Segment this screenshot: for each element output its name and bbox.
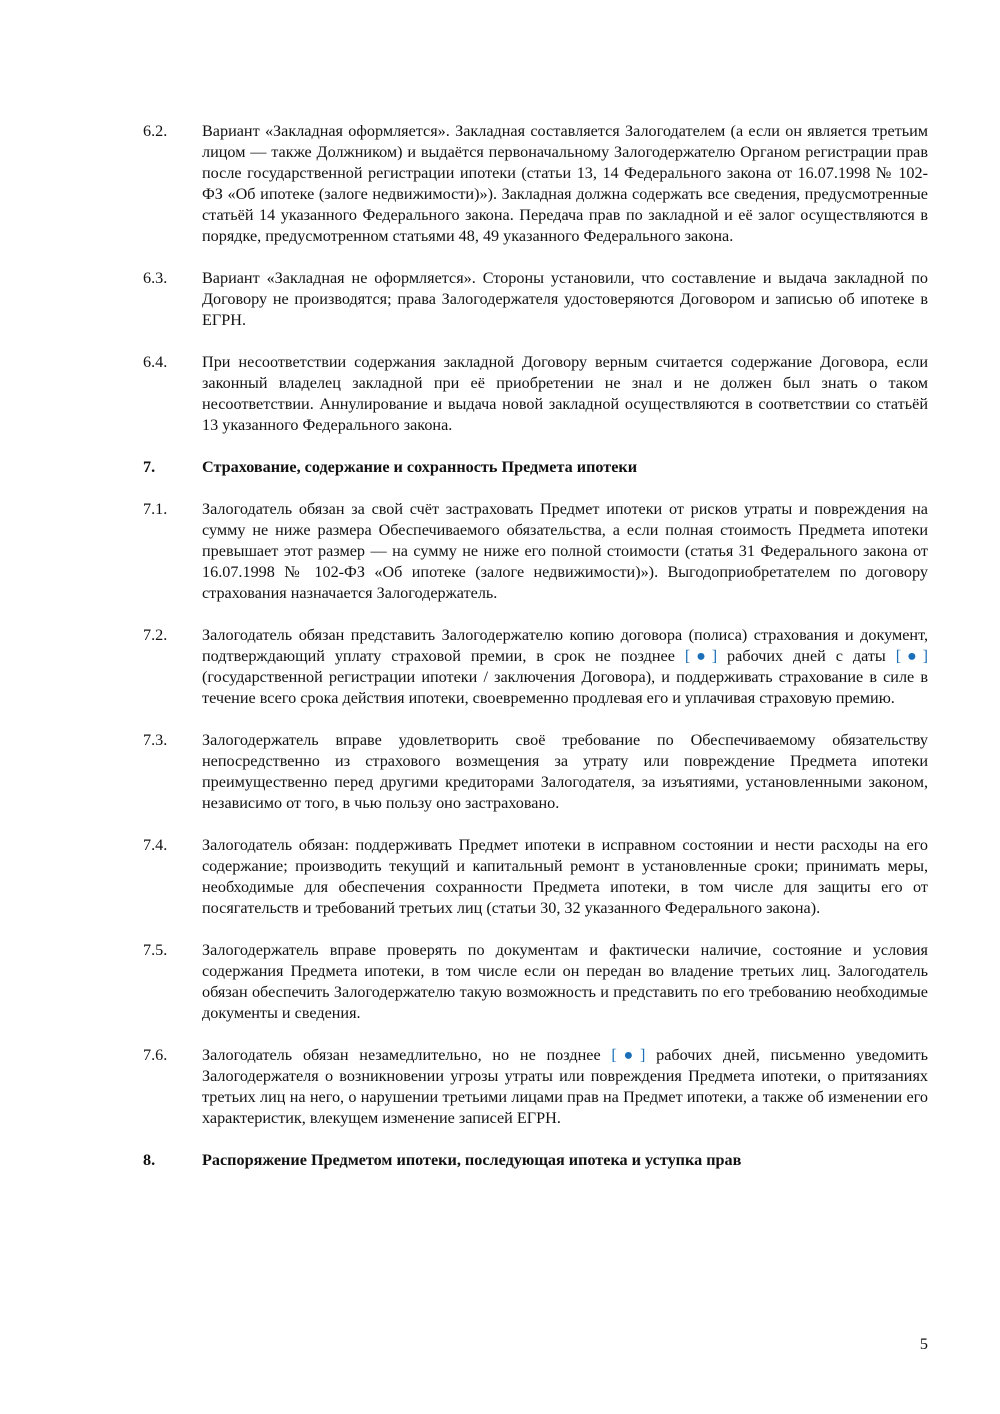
clause-number: 7.3. — [143, 731, 168, 749]
text-run: рабочих дней с даты — [717, 647, 896, 665]
placeholder-mark: [●] — [611, 1046, 646, 1064]
clause-text — [202, 730, 928, 814]
section-heading-text — [202, 1150, 928, 1171]
text-run: Залогодержатель вправе проверять по документам и фактически наличие, состояние и условия содержания Предмета ипотеки, в том числе если он передан во владение третьих лиц. Залогодатель обязан обеспечить Залогодержателю такую возможность и представить по его требованию необходимые документы и сведения. — [202, 941, 928, 1022]
clause-number: 7.5. — [143, 941, 168, 959]
clause-text — [202, 268, 928, 331]
clause-number: 6.4. — [143, 353, 168, 371]
clause-number: 6.2. — [143, 122, 168, 140]
placeholder-mark: [●] — [684, 647, 718, 665]
text-run: Залогодатель обязан представить Залогодержателю копию договора (полиса) страхования и документ, подтверждающий уплату страховой премии, в срок не позднее — [202, 626, 928, 665]
text-run: Распоряжение Предметом ипотеки, последующая ипотека и уступка прав — [202, 1151, 742, 1169]
clause-text — [202, 121, 928, 247]
text-run: При несоответствии содержания закладной Договору верным считается содержание Договора, если законный владелец закладной при её приобретении не знал и не должен был знать о таком несоответствии. Аннулирование и выдача новой закладной осуществляются в соответствии со статьёй 13 указанного Федерального закона. — [202, 353, 928, 434]
clause — [143, 940, 928, 1024]
clause — [143, 121, 928, 247]
clause — [143, 1045, 928, 1129]
section-heading — [143, 457, 928, 478]
clause-number: 6.3. — [143, 269, 168, 287]
text-run: Залогодатель обязан: поддерживать Предмет ипотеки в исправном состоянии и нести расходы на его содержание; производить текущий и капитальный ремонт в установленные сроки; принимать меры, необходимые для обеспечения сохранности Предмета ипотеки, в том числе для защиты его от посягательств и требований третьих лиц (статьи 30, 32 указанного Федерального закона). — [202, 836, 928, 917]
text-run: Вариант «Закладная не оформляется». Стороны установили, что составление и выдача закладной по Договору не производятся; права Залогодержателя удостоверяются Договором и записью об ипотеке в ЕГРН. — [202, 269, 928, 329]
clause-text — [202, 625, 928, 709]
clause-text — [202, 499, 928, 604]
text-run: рабочих дней, письменно уведомить Залогодержателя о возникновении угрозы утраты или повреждения Предмета ипотеки, о притязаниях третьих лиц на него, о нарушении третьими лицами прав на Предмет ипотеки, а также об изменении его характеристик, влекущем изменение записей ЕГРН. — [202, 1046, 928, 1127]
section-heading-text — [202, 457, 928, 478]
text-run: (государственной регистрации ипотеки / заключения Договора), и поддерживать страхование в силе в течение всего срока действия ипотеки, своевременно продлевая его и уплачивая страховую премию. — [202, 668, 928, 707]
clause — [143, 625, 928, 709]
clause — [143, 730, 928, 814]
clause — [143, 352, 928, 436]
clause — [143, 268, 928, 331]
clause-number: 7.2. — [143, 626, 168, 644]
clause-number: 8. — [143, 1151, 156, 1169]
clause-number: 7.4. — [143, 836, 168, 854]
text-run: Залогодатель обязан незамедлительно, но не позднее — [202, 1046, 612, 1064]
clause-text — [202, 352, 928, 436]
clause-number: 7. — [143, 458, 156, 476]
placeholder-mark: [●] — [895, 647, 929, 665]
page-number: 5 — [919, 1335, 928, 1353]
text-run: Залогодатель обязан за свой счёт застраховать Предмет ипотеки от рисков утраты и повреждения на сумму не ниже размера Обеспечиваемого обязательства, а если полная стоимость Предмета ипотеки превышает этот размер — на сумму не ниже его полной стоимости (статья 31 Федерального закона от 16.07.1998 № 102-ФЗ «Об ипотеке (залоге недвижимости)»). Выгодоприобретателем по договору страхования назначается Залогодержатель. — [202, 500, 928, 602]
page-content — [143, 121, 928, 1192]
text-run: Вариант «Закладная оформляется». Закладная составляется Залогодателем (а если он является третьим лицом — также Должником) и выдаётся первоначальному Залогодержателю Органом регистрации прав после государственной регистрации ипотеки (статьи 13, 14 Федерального закона от 16.07.1998 № 102-ФЗ «Об ипотеке (залоге недвижимости)»). Закладная должна содержать все сведения, предусмотренные статьёй 14 указанного Федерального закона. Передача прав по закладной и её залог осуществляются в порядке, предусмотренном статьями 48, 49 указанного Федерального закона. — [202, 122, 928, 245]
clause-number: 7.1. — [143, 500, 168, 518]
clause — [143, 499, 928, 604]
text-run: Страхование, содержание и сохранность Предмета ипотеки — [202, 458, 638, 476]
clause — [143, 835, 928, 919]
section-heading — [143, 1150, 928, 1171]
clause-number: 7.6. — [143, 1046, 168, 1064]
clause-text — [202, 1045, 928, 1129]
clause-text — [202, 835, 928, 919]
text-run: Залогодержатель вправе удовлетворить своё требование по Обеспечиваемому обязательству непосредственно из страхового возмещения за утрату или повреждение Предмета ипотеки преимущественно перед другими кредиторами Залогодателя, за изъятиями, установленными законом, независимо от того, в чью пользу оно застраховано. — [202, 731, 928, 812]
clause-text — [202, 940, 928, 1024]
